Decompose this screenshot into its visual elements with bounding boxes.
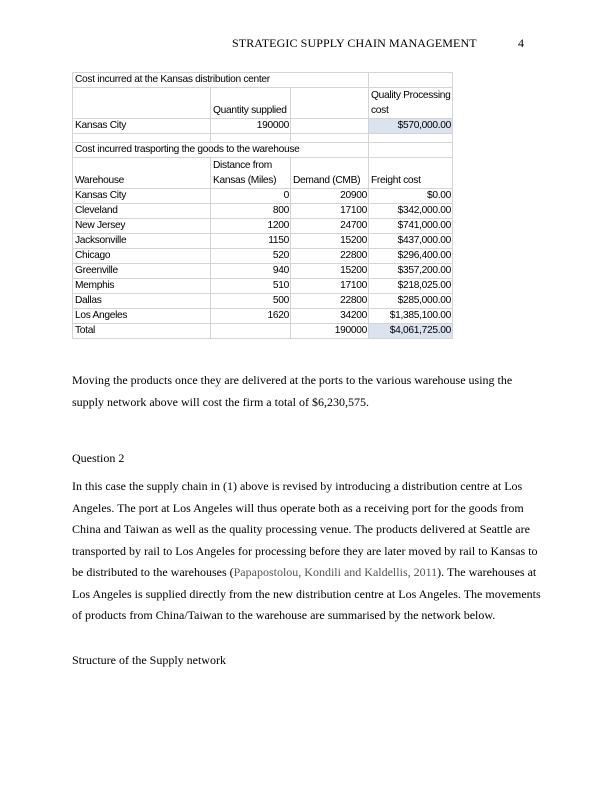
cell-demand: 15200 [291, 234, 369, 249]
table-row [73, 249, 453, 264]
cell-warehouse: Los Angeles [73, 309, 211, 324]
table-row [73, 309, 453, 324]
cell-warehouse: Memphis [73, 279, 211, 294]
transport-rows [73, 189, 453, 324]
para2-text-a: In this case the supply chain in (1) above is revised by introducing a distribution centre at Los Angeles. The port at Los Angeles will thus operate both as a receiving port for the goods from China and Taiwan as well as the quality processing venue. The products delivered at Seattle are transported by rail to Los Angeles for processing before they are later moved by rail to Kansas to be distributed to the warehouses ( [72, 479, 538, 579]
table-row [73, 279, 453, 294]
cell-freight-cost: $741,000.00 [369, 219, 453, 234]
kansas-row-cost: $570,000.00 [369, 119, 453, 134]
page-number: 4 [518, 36, 524, 50]
cell-freight-cost: $0.00 [369, 189, 453, 204]
cell-freight-cost: $285,000.00 [369, 294, 453, 309]
cell-freight-cost: $357,200.00 [369, 264, 453, 279]
cell-demand: 34200 [291, 309, 369, 324]
cell-demand: 24700 [291, 219, 369, 234]
cell-demand: 22800 [291, 249, 369, 264]
spacer-row [73, 134, 453, 143]
running-header-title: STRATEGIC SUPPLY CHAIN MANAGEMENT [232, 36, 477, 50]
kansas-data-row [73, 119, 453, 134]
table-row [73, 204, 453, 219]
cell-demand: 17100 [291, 279, 369, 294]
table-row [73, 264, 453, 279]
cell-warehouse: Kansas City [73, 189, 211, 204]
kansas-caption: Cost incurred at the Kansas distribution center [73, 73, 369, 88]
transport-header-row [73, 158, 453, 189]
cell-freight-cost: $218,025.00 [369, 279, 453, 294]
cost-spreadsheet [72, 72, 453, 339]
cell-distance: 0 [211, 189, 291, 204]
kansas-row-quantity: 190000 [211, 119, 291, 134]
table-row [73, 234, 453, 249]
cell-warehouse: Dallas [73, 294, 211, 309]
total-label: Total [73, 324, 211, 339]
kansas-col-processing-cost: Quality Processing cost [369, 88, 453, 119]
cell-demand: 15200 [291, 264, 369, 279]
question-heading: Question 2 [72, 451, 125, 465]
citation: Papapostolou, Kondili and Kaldellis, 2011 [233, 565, 438, 579]
cell-warehouse: Greenville [73, 264, 211, 279]
para2-text-b: ). The warehouses at Los Angeles is supplied directly from the new distribution centre at Los Angeles. The movements of products from China/Taiwan to the warehouse are summarised by the network below. [72, 565, 541, 622]
structure-heading: Structure of the Supply network [72, 653, 226, 667]
cell-distance: 800 [211, 204, 291, 219]
cell-distance: 520 [211, 249, 291, 264]
cell-distance: 500 [211, 294, 291, 309]
paragraph-revised-chain [72, 476, 542, 627]
total-cost: $4,061,725.00 [369, 324, 453, 339]
cell-distance: 510 [211, 279, 291, 294]
table-row [73, 189, 453, 204]
transport-caption: Cost incurred trasporting the goods to the warehouse [73, 143, 369, 158]
cell-demand: 22800 [291, 294, 369, 309]
cell-warehouse: Jacksonville [73, 234, 211, 249]
total-row [73, 324, 453, 339]
cell-freight-cost: $342,000.00 [369, 204, 453, 219]
total-demand: 190000 [291, 324, 369, 339]
kansas-row-label: Kansas City [73, 119, 211, 134]
cell-warehouse: Chicago [73, 249, 211, 264]
paragraph-cost-summary: Moving the products once they are delivered at the ports to the various warehouse using the supply network above will cost the firm a total of $6,230,575. [72, 373, 513, 409]
kansas-col-quantity: Quantity supplied [211, 88, 291, 119]
col-demand: Demand (CMB) [291, 158, 369, 189]
cell-distance: 1150 [211, 234, 291, 249]
cell-freight-cost: $437,000.00 [369, 234, 453, 249]
cell-freight-cost: $296,400.00 [369, 249, 453, 264]
cell-distance: 1620 [211, 309, 291, 324]
col-warehouse: Warehouse [73, 158, 211, 189]
cell-freight-cost: $1,385,100.00 [369, 309, 453, 324]
kansas-caption-row [73, 73, 453, 88]
cell-demand: 17100 [291, 204, 369, 219]
col-distance: Distance from Kansas (Miles) [211, 158, 291, 189]
table-row [73, 294, 453, 309]
cell-distance: 1200 [211, 219, 291, 234]
table-row [73, 219, 453, 234]
col-freight-cost: Freight cost [369, 158, 453, 189]
cell-demand: 20900 [291, 189, 369, 204]
cell-distance: 940 [211, 264, 291, 279]
transport-caption-row [73, 143, 453, 158]
cell-warehouse: Cleveland [73, 204, 211, 219]
kansas-header-row [73, 88, 453, 119]
cell-warehouse: New Jersey [73, 219, 211, 234]
